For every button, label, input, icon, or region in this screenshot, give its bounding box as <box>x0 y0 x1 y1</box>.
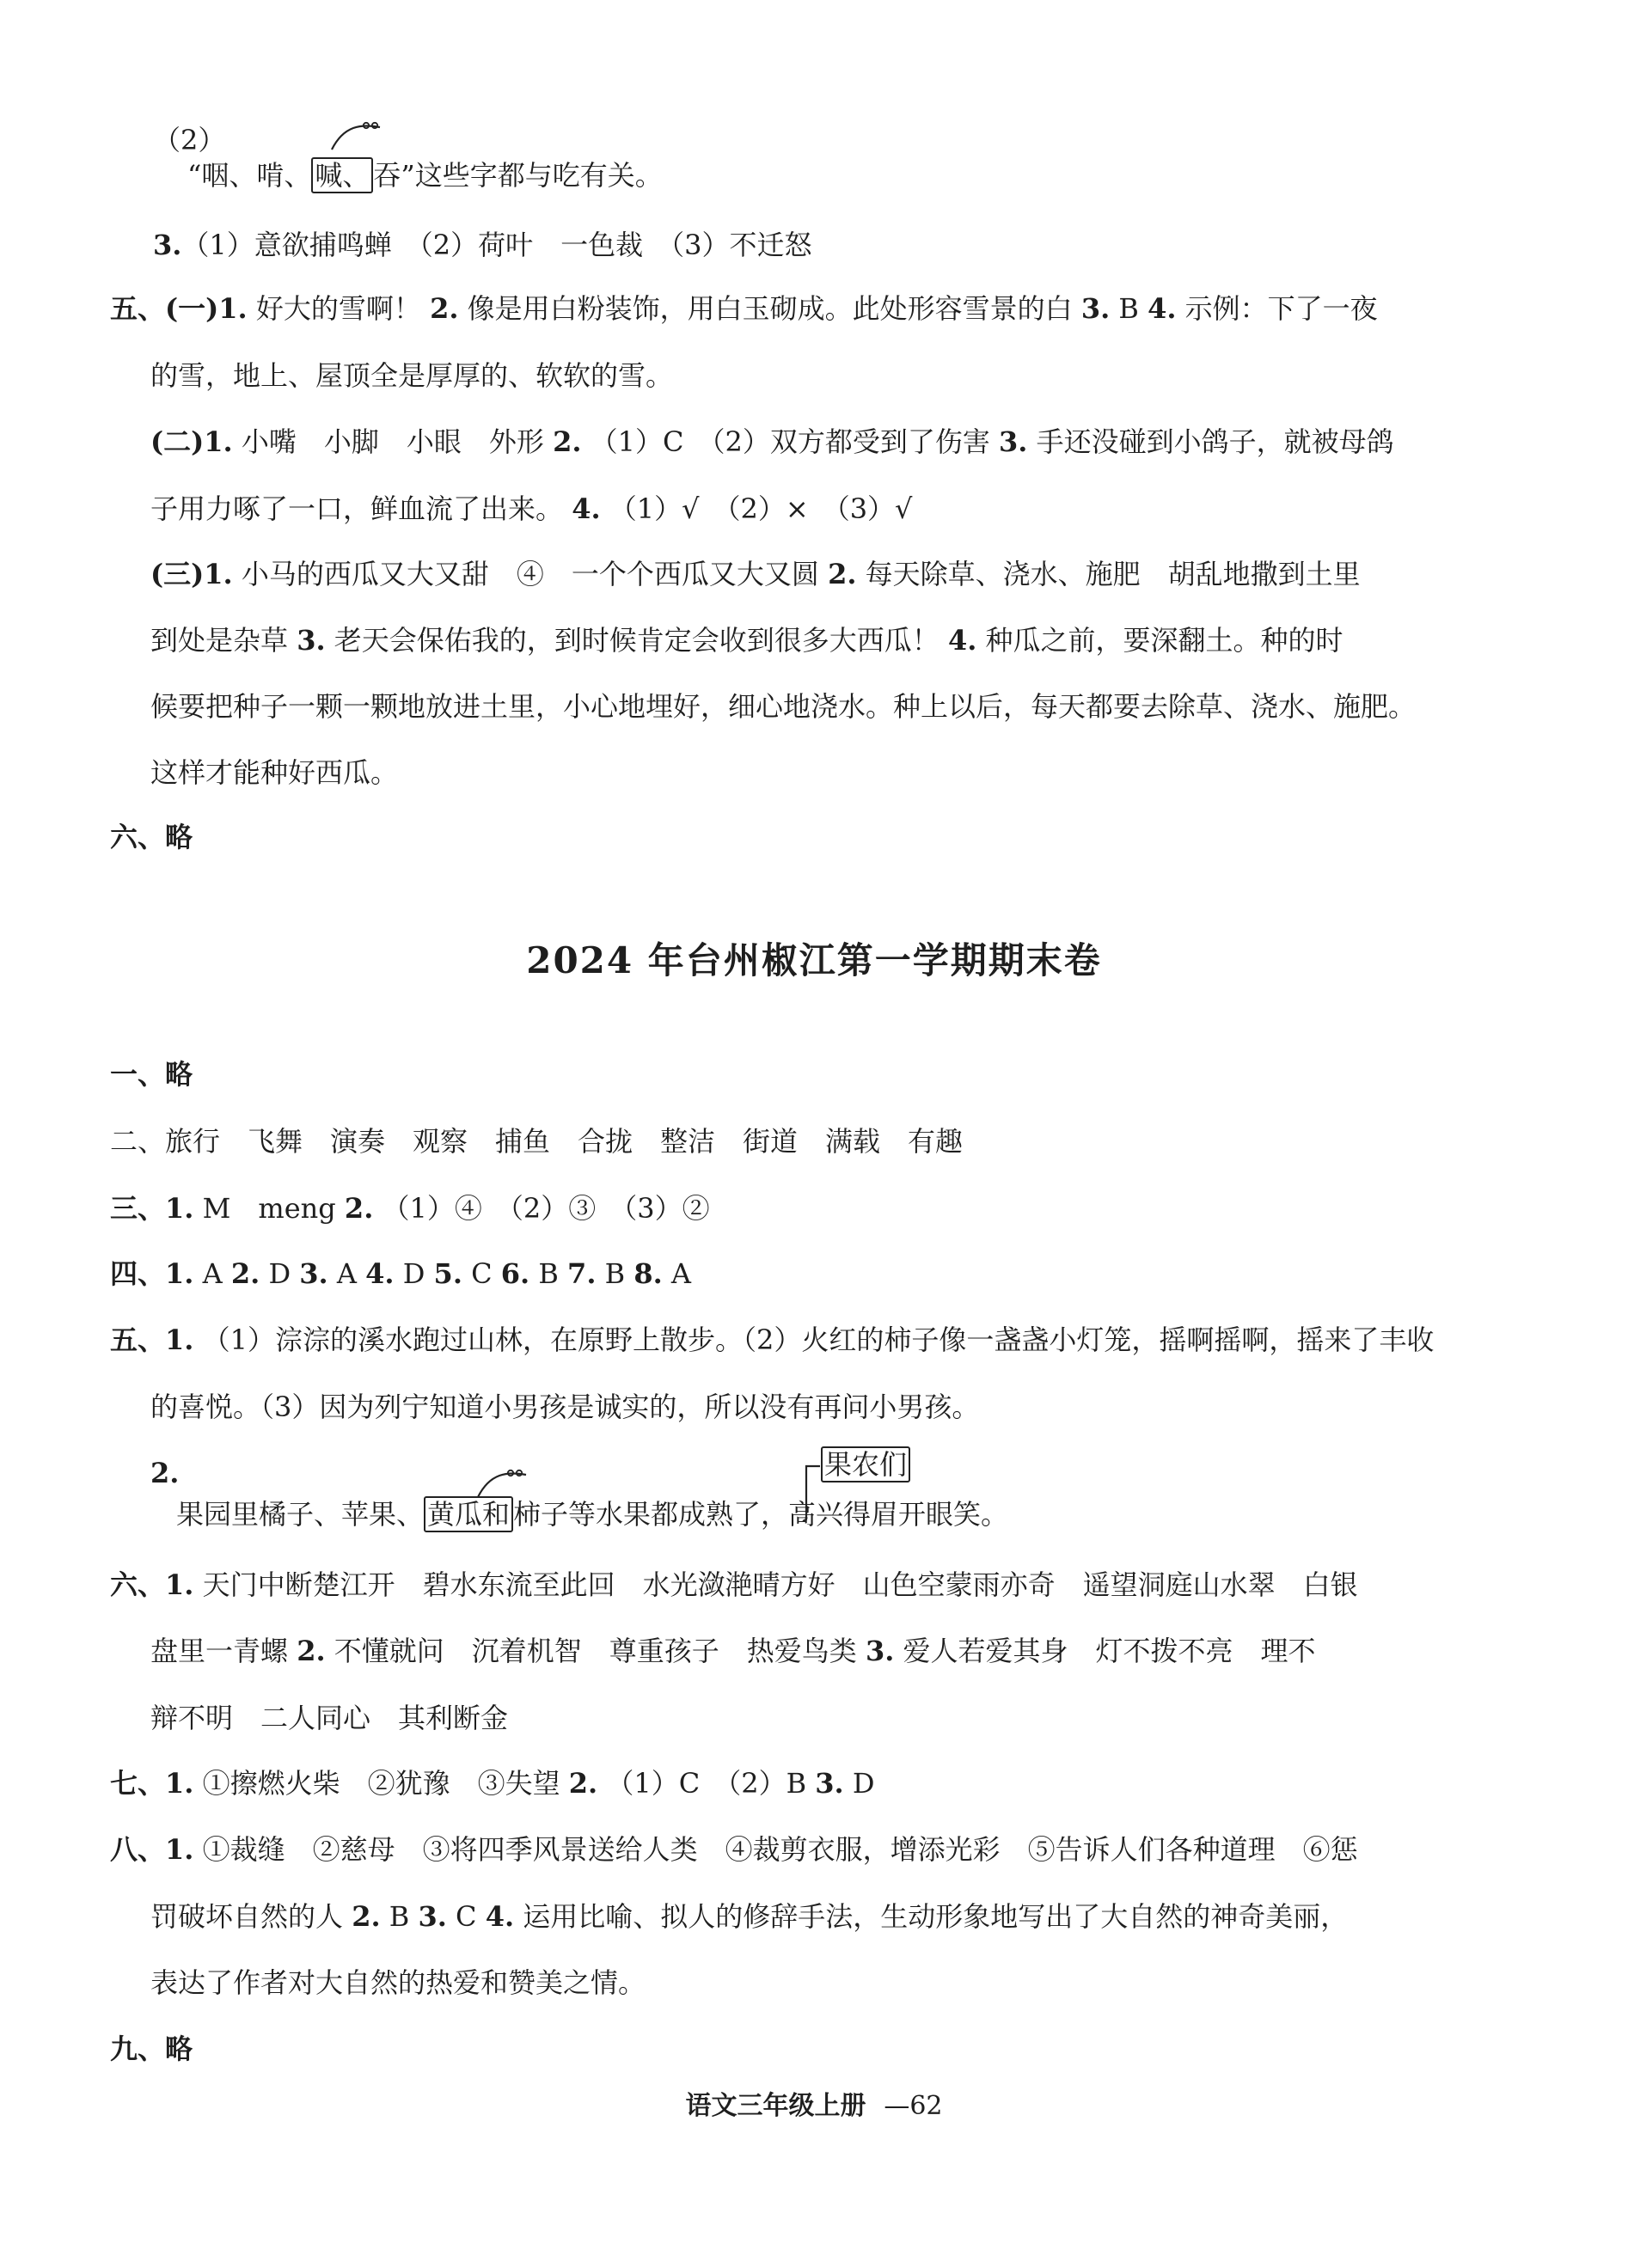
exam-q5-2-num: 2. <box>150 1457 180 1489</box>
s5-line-6: 到处是杂草 3. 老天会保佑我的，到时候肯定会收到很多大西瓜！ 4. 种瓜之前，要深翻土。种的时 <box>150 624 1343 657</box>
exam-q5-2-sentence: 果园里橘子、苹果、 黄瓜和 柿子等水果都成熟了，高兴得眉开眼笑。 <box>176 1498 1009 1531</box>
exam-q2: 二、旅行 飞舞 演奏 观察 捕鱼 合拢 整洁 街道 满载 有趣 <box>110 1125 964 1158</box>
boxed-chars: 喊、 <box>311 157 373 193</box>
exam-q4: 四、1. A 2. D 3. A 4. D 5. C 6. B 7. B 8. A <box>110 1257 691 1290</box>
boxed-words: 黄瓜和 <box>424 1496 513 1532</box>
chars-sentence: “咽、啃、 喊、 吞”这些字都与吃有关。 <box>187 159 663 192</box>
s5-line-2: 的雪，地上、屋顶全是厚厚的、软软的雪。 <box>150 359 674 392</box>
s5-line-3: (二)1. 小嘴 小脚 小眼 外形 2. （1）C （2）双方都受到了伤害 3. 手还没碰到小鸽子，就被母鸽 <box>150 425 1394 458</box>
page-footer <box>0 2084 1628 2122</box>
s6-top: 六、略 <box>110 821 193 853</box>
exam-q6-line-2: 盘里一青螺 2. 不懂就问 沉着机智 尊重孩子 热爱鸟类 3. 爱人若爱其身 灯不拨不亮 理不 <box>150 1635 1316 1667</box>
exam-q6-line-1: 六、1. 天门中断楚江开 碧水东流至此回 水光潋滟晴方好 山色空蒙雨亦奇 遥望洞庭山水翠 白银 <box>110 1568 1358 1601</box>
item-3: 3.（1）意欲捕鸣蝉 （2）荷叶 一色裁 （3）不迁怒 <box>153 229 812 261</box>
exam-title: 2024 年台州椒江第一学期期末卷 <box>526 939 1102 981</box>
exam-q1: 一、略 <box>110 1058 193 1091</box>
exam-q3: 三、1. M meng 2. （1）④ （2）③ （3）② <box>110 1192 710 1225</box>
exam-q7: 七、1. ①擦燃火柴 ②犹豫 ③失望 2. （1）C （2）B 3. D <box>110 1767 875 1800</box>
exam-q5-line-2: 的喜悦。（3）因为列宁知道小男孩是诚实的，所以没有再问小男孩。 <box>150 1391 980 1423</box>
s5-line-4: 子用力啄了一口，鲜血流了出来。 4. （1）√ （2）× （3）√ <box>150 492 913 525</box>
exam-q5-line-1: 五、1. （1）淙淙的溪水跑过山林，在原野上散步。（2）火红的柿子像一盏盏小灯笼，摇啊摇啊，摇来了丰收 <box>110 1324 1435 1356</box>
exam-q6-line-3: 辩不明 二人同心 其利断金 <box>150 1702 509 1734</box>
exam-q8-line-2: 罚破坏自然的人 2. B 3. C 4. 运用比喻、拟人的修辞手法，生动形象地写出了大自然的神奇美丽， <box>150 1900 1349 1933</box>
item-2-label: （2） <box>153 124 226 156</box>
s5-line-5: (三)1. 小马的西瓜又大又甜 ④ 一个个西瓜又大又圆 2. 每天除草、浇水、施肥 胡乱地撒到土里 <box>150 558 1361 590</box>
insertion-text: 果农们 <box>821 1446 910 1483</box>
page-number: —62 <box>884 2091 943 2121</box>
deletion-mark <box>327 120 387 155</box>
s5-line-7: 候要把种子一颗一颗地放进土里，小心地埋好，细心地浇水。种上以后，每天都要去除草、浇水、施肥。 <box>150 690 1417 723</box>
book-title: 语文三年级上册 <box>685 2091 866 2121</box>
s5-line-1: 五、(一)1. 好大的雪啊！ 2. 像是用白粉装饰，用白玉砌成。此处形容雪景的白 3. B 4. 示例：下了一夜 <box>110 292 1378 325</box>
exam-q9: 九、略 <box>110 2033 193 2065</box>
exam-q8-line-1: 八、1. ①裁缝 ②慈母 ③将四季风景送给人类 ④裁剪衣服，增添光彩 ⑤告诉人们各种道理 ⑥惩 <box>110 1833 1358 1866</box>
exam-q8-line-3: 表达了作者对大自然的热爱和赞美之情。 <box>150 1966 646 1999</box>
s5-line-8: 这样才能种好西瓜。 <box>150 756 399 789</box>
